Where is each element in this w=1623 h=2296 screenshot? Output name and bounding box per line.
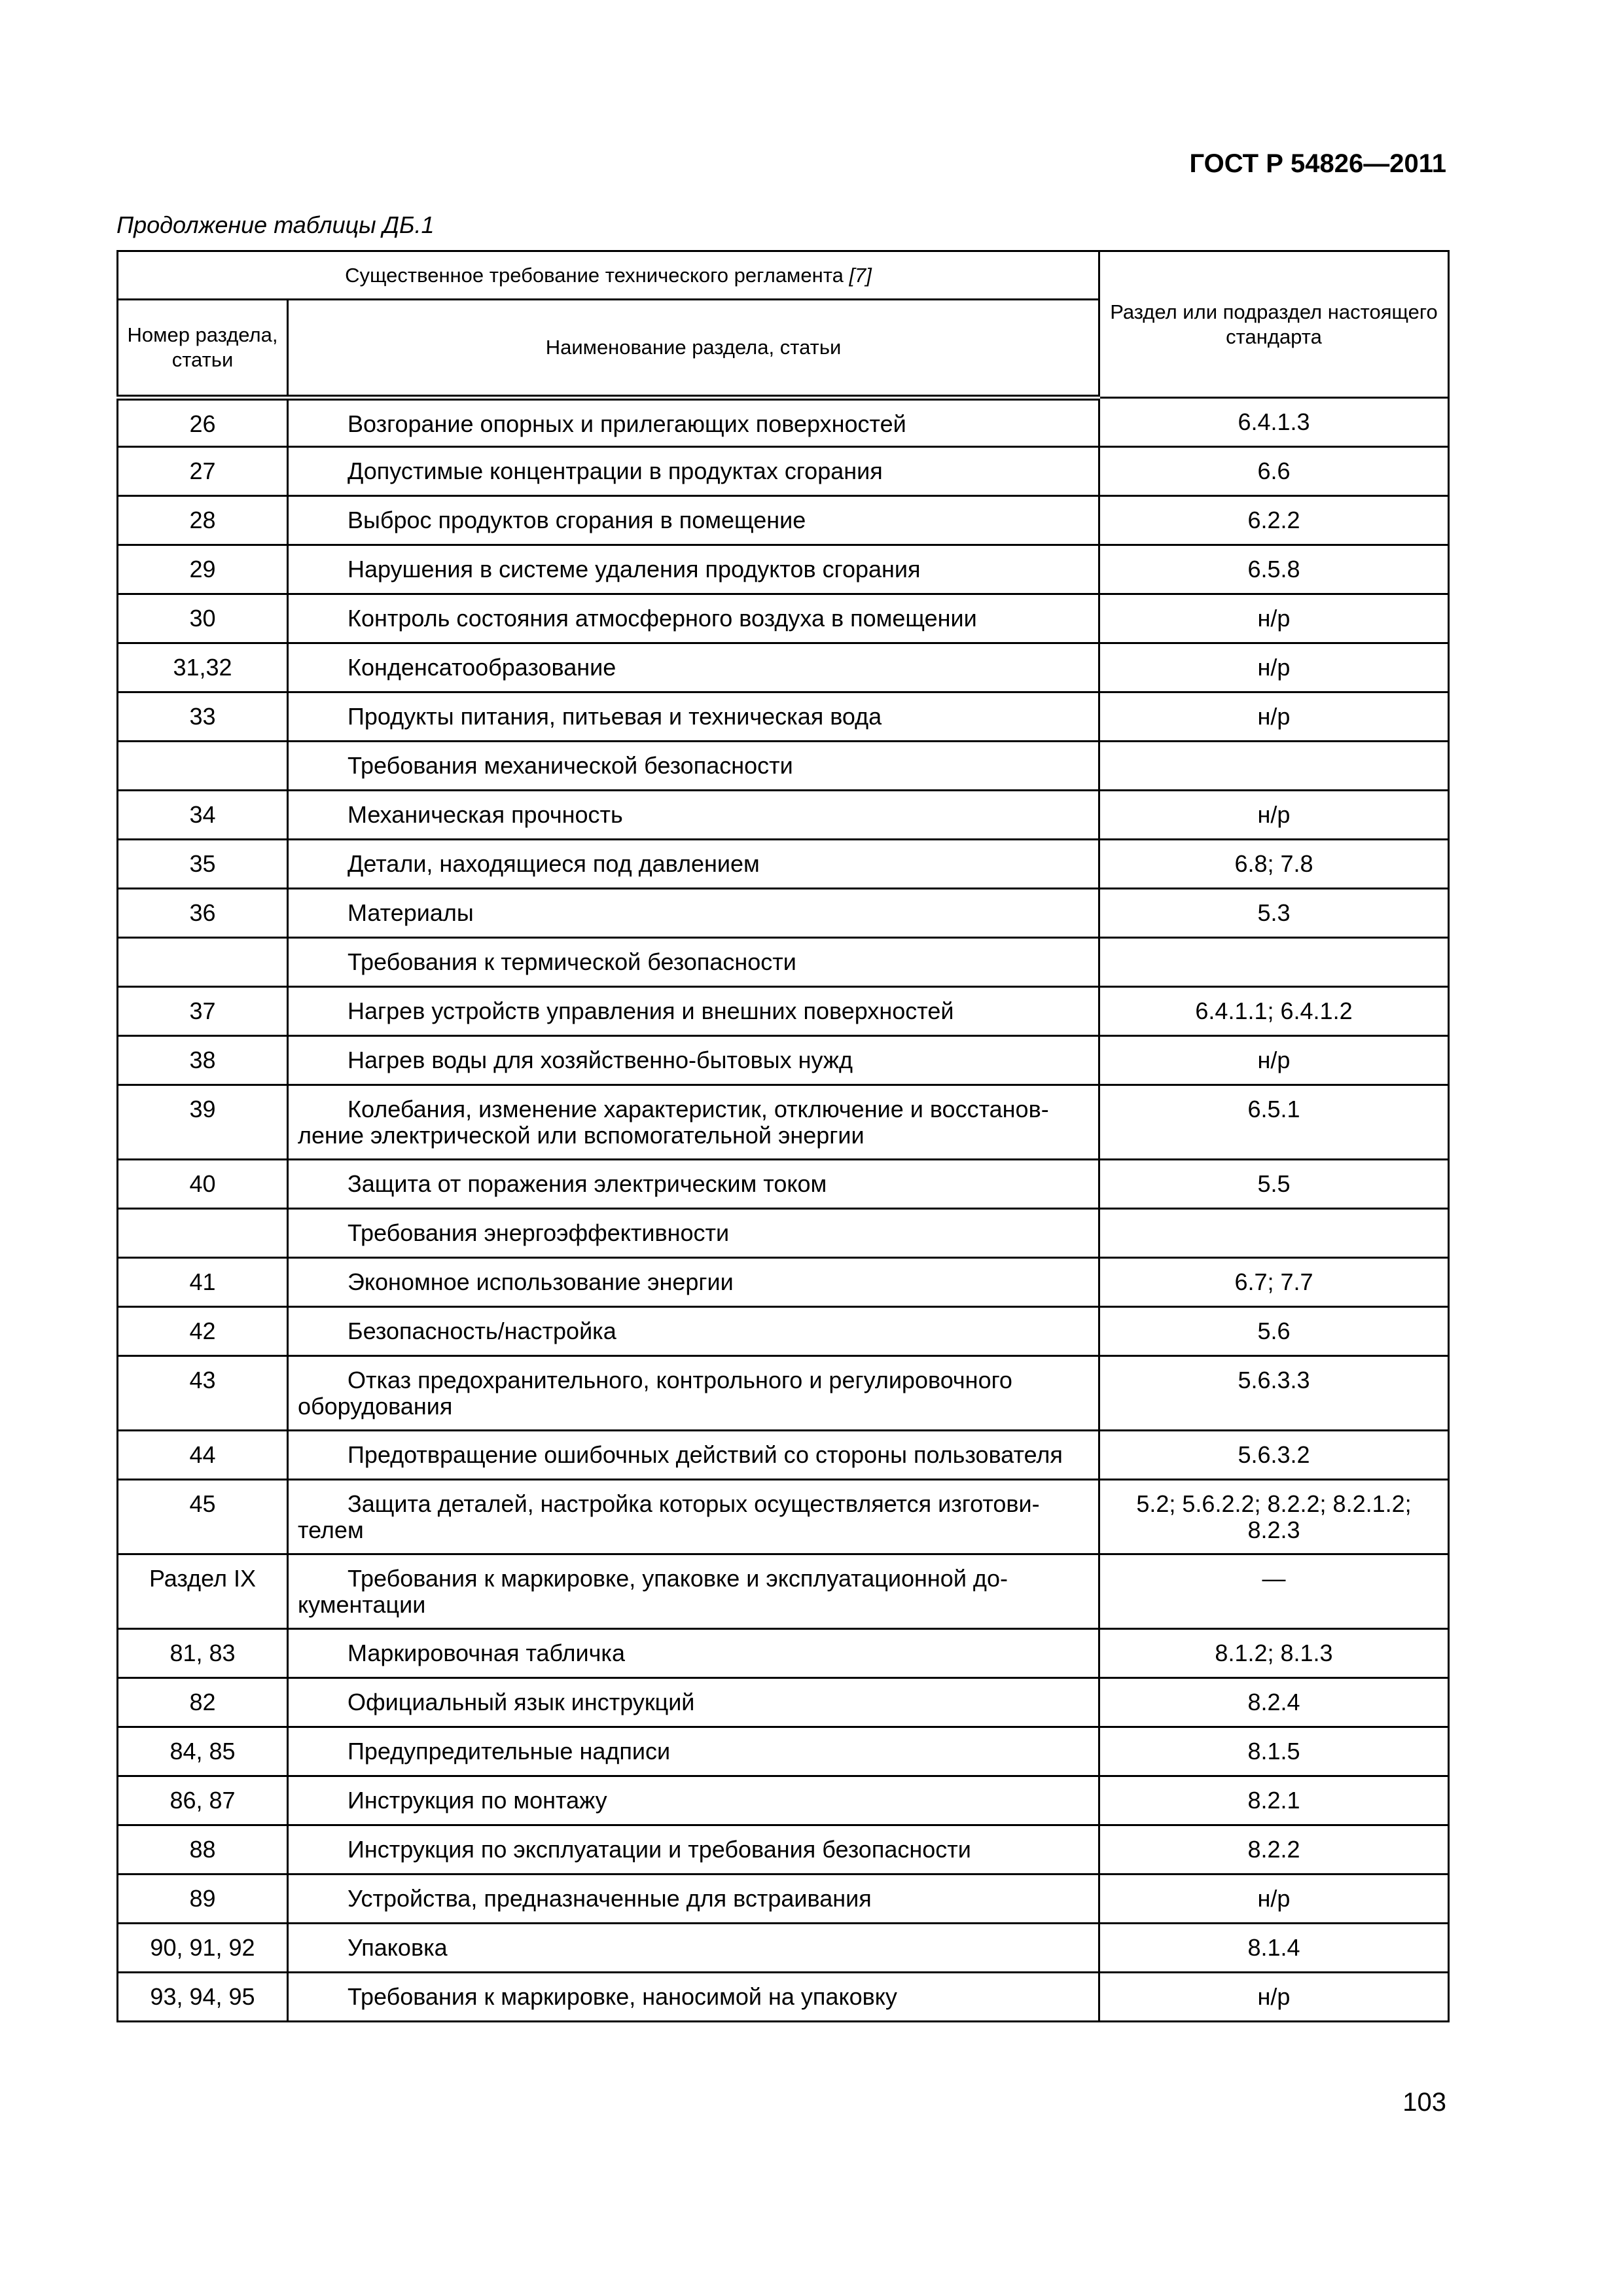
row-standard-reference: 5.3 [1099, 889, 1449, 938]
row-standard-reference: — [1099, 1554, 1449, 1629]
row-section-number: 37 [118, 987, 288, 1036]
table-row [118, 1874, 1449, 1924]
table-row [118, 1258, 1449, 1307]
row-section-number [118, 742, 288, 791]
table-row [118, 545, 1449, 594]
row-section-number: 30 [118, 594, 288, 643]
table-row [118, 1431, 1449, 1480]
row-section-number: 44 [118, 1431, 288, 1480]
row-section-name: Колебания, изменение характеристик, отключение и восстанов-ление электрической или вспомогательной энергии [288, 1085, 1099, 1160]
table-row [118, 987, 1449, 1036]
table-row [118, 1209, 1449, 1258]
row-standard-reference: 5.2; 5.6.2.2; 8.2.2; 8.2.1.2; 8.2.3 [1099, 1480, 1449, 1554]
table-row [118, 1085, 1449, 1160]
page-number: 103 [1402, 2088, 1446, 2117]
row-section-number: 33 [118, 692, 288, 742]
row-section-name: Требования к термической безопасности [288, 938, 1099, 987]
table-row [118, 938, 1449, 987]
row-standard-reference: 6.7; 7.7 [1099, 1258, 1449, 1307]
row-section-name: Официальный язык инструкций [288, 1678, 1099, 1727]
row-standard-reference: н/р [1099, 1973, 1449, 2022]
table-row [118, 840, 1449, 889]
row-standard-reference: 8.2.4 [1099, 1678, 1449, 1727]
table-row [118, 791, 1449, 840]
row-standard-reference: 5.6 [1099, 1307, 1449, 1356]
row-section-number: 31,32 [118, 643, 288, 692]
table-row [118, 1480, 1449, 1554]
table-row [118, 1973, 1449, 2022]
row-section-name: Предотвращение ошибочных действий со стороны пользователя [288, 1431, 1099, 1480]
row-section-number: 90, 91, 92 [118, 1924, 288, 1973]
row-section-number: 39 [118, 1085, 288, 1160]
row-section-number [118, 1209, 288, 1258]
row-section-number: 82 [118, 1678, 288, 1727]
row-standard-reference [1099, 1209, 1449, 1258]
row-section-number: 93, 94, 95 [118, 1973, 288, 2022]
header-name-column: Наименование раздела, статьи [288, 300, 1099, 398]
row-standard-reference: 8.1.5 [1099, 1727, 1449, 1776]
row-section-name: Детали, находящиеся под давлением [288, 840, 1099, 889]
row-section-name: Устройства, предназначенные для встраивания [288, 1874, 1099, 1924]
row-section-number: 43 [118, 1356, 288, 1431]
row-standard-reference: 6.5.8 [1099, 545, 1449, 594]
row-standard-reference: 6.2.2 [1099, 496, 1449, 545]
row-section-name: Маркировочная табличка [288, 1629, 1099, 1678]
row-section-name: Инструкция по эксплуатации и требования безопасности [288, 1825, 1099, 1874]
table-row [118, 1924, 1449, 1973]
row-section-number: 84, 85 [118, 1727, 288, 1776]
row-standard-reference: 6.4.1.1; 6.4.1.2 [1099, 987, 1449, 1036]
row-section-name: Механическая прочность [288, 791, 1099, 840]
header-group-reference: [7] [849, 263, 872, 287]
table-row [118, 594, 1449, 643]
row-standard-reference: н/р [1099, 791, 1449, 840]
row-section-number: 45 [118, 1480, 288, 1554]
row-section-number: 88 [118, 1825, 288, 1874]
row-section-name: Нагрев устройств управления и внешних поверхностей [288, 987, 1099, 1036]
row-standard-reference: н/р [1099, 692, 1449, 742]
row-standard-reference: 8.1.2; 8.1.3 [1099, 1629, 1449, 1678]
row-section-number: 42 [118, 1307, 288, 1356]
table-row [118, 1307, 1449, 1356]
header-section-reference: Раздел или подраздел настоящего стандарта [1099, 251, 1449, 398]
row-section-name: Инструкция по монтажу [288, 1776, 1099, 1825]
table-row [118, 1825, 1449, 1874]
table-row [118, 1160, 1449, 1209]
table-row [118, 1629, 1449, 1678]
row-section-name: Требования к маркировке, наносимой на упаковку [288, 1973, 1099, 2022]
row-section-name: Допустимые концентрации в продуктах сгорания [288, 447, 1099, 496]
header-number-column: Номер раздела, статьи [118, 300, 288, 398]
row-section-name: Нарушения в системе удаления продуктов сгорания [288, 545, 1099, 594]
row-section-name: Безопасность/настройка [288, 1307, 1099, 1356]
row-section-name: Конденсатообразование [288, 643, 1099, 692]
row-section-number: 38 [118, 1036, 288, 1085]
table-row [118, 1727, 1449, 1776]
row-section-number: 28 [118, 496, 288, 545]
requirements-table [116, 250, 1450, 2022]
row-section-number: 35 [118, 840, 288, 889]
table-caption: Продолжение таблицы ДБ.1 [116, 211, 435, 238]
row-section-name: Продукты питания, питьевая и техническая вода [288, 692, 1099, 742]
row-section-number: 81, 83 [118, 1629, 288, 1678]
row-standard-reference: 6.6 [1099, 447, 1449, 496]
row-standard-reference: н/р [1099, 594, 1449, 643]
row-section-name: Материалы [288, 889, 1099, 938]
table-row [118, 496, 1449, 545]
row-standard-reference: 5.5 [1099, 1160, 1449, 1209]
table-row [118, 398, 1449, 447]
row-standard-reference: н/р [1099, 643, 1449, 692]
row-section-number: 89 [118, 1874, 288, 1924]
row-section-number: 40 [118, 1160, 288, 1209]
row-section-name: Защита от поражения электрическим током [288, 1160, 1099, 1209]
row-standard-reference: 8.2.2 [1099, 1825, 1449, 1874]
row-standard-reference: 6.4.1.3 [1099, 398, 1449, 447]
requirements-table-container [116, 250, 1448, 2022]
table-row [118, 447, 1449, 496]
row-section-name: Требования к маркировке, упаковке и эксплуатационной до-кументации [288, 1554, 1099, 1629]
row-standard-reference [1099, 742, 1449, 791]
row-section-name: Экономное использование энергии [288, 1258, 1099, 1307]
table-row [118, 1554, 1449, 1629]
row-section-number: 27 [118, 447, 288, 496]
row-section-name: Защита деталей, настройка которых осуществляется изготови-телем [288, 1480, 1099, 1554]
table-row [118, 1678, 1449, 1727]
table-header-row-group [118, 251, 1449, 300]
header-group-cell [118, 251, 1099, 300]
table-row [118, 643, 1449, 692]
row-section-number: 26 [118, 398, 288, 447]
row-section-number: 41 [118, 1258, 288, 1307]
table-row [118, 1356, 1449, 1431]
row-section-number: 86, 87 [118, 1776, 288, 1825]
row-standard-reference: 8.2.1 [1099, 1776, 1449, 1825]
row-section-number: 34 [118, 791, 288, 840]
row-section-number: Раздел IX [118, 1554, 288, 1629]
row-section-name: Требования энергоэффективности [288, 1209, 1099, 1258]
row-standard-reference: 6.5.1 [1099, 1085, 1449, 1160]
table-row [118, 692, 1449, 742]
row-section-name: Выброс продуктов сгорания в помещение [288, 496, 1099, 545]
table-row [118, 1036, 1449, 1085]
document-standard-header: ГОСТ Р 54826—2011 [1189, 149, 1446, 178]
row-standard-reference: н/р [1099, 1874, 1449, 1924]
row-section-name: Упаковка [288, 1924, 1099, 1973]
row-section-name: Предупредительные надписи [288, 1727, 1099, 1776]
row-standard-reference [1099, 938, 1449, 987]
table-row [118, 889, 1449, 938]
row-standard-reference: 8.1.4 [1099, 1924, 1449, 1973]
row-standard-reference: 6.8; 7.8 [1099, 840, 1449, 889]
row-standard-reference: 5.6.3.2 [1099, 1431, 1449, 1480]
row-section-name: Возгорание опорных и прилегающих поверхностей [288, 398, 1099, 447]
table-row [118, 1776, 1449, 1825]
row-section-number: 29 [118, 545, 288, 594]
row-standard-reference: н/р [1099, 1036, 1449, 1085]
table-body [118, 398, 1449, 2022]
row-section-number: 36 [118, 889, 288, 938]
header-group-text: Существенное требование технического регламента [345, 263, 849, 287]
table-row [118, 742, 1449, 791]
row-section-name: Нагрев воды для хозяйственно-бытовых нужд [288, 1036, 1099, 1085]
row-standard-reference: 5.6.3.3 [1099, 1356, 1449, 1431]
row-section-number [118, 938, 288, 987]
row-section-name: Отказ предохранительного, контрольного и регулировочного оборудования [288, 1356, 1099, 1431]
row-section-name: Контроль состояния атмосферного воздуха в помещении [288, 594, 1099, 643]
row-section-name: Требования механической безопасности [288, 742, 1099, 791]
